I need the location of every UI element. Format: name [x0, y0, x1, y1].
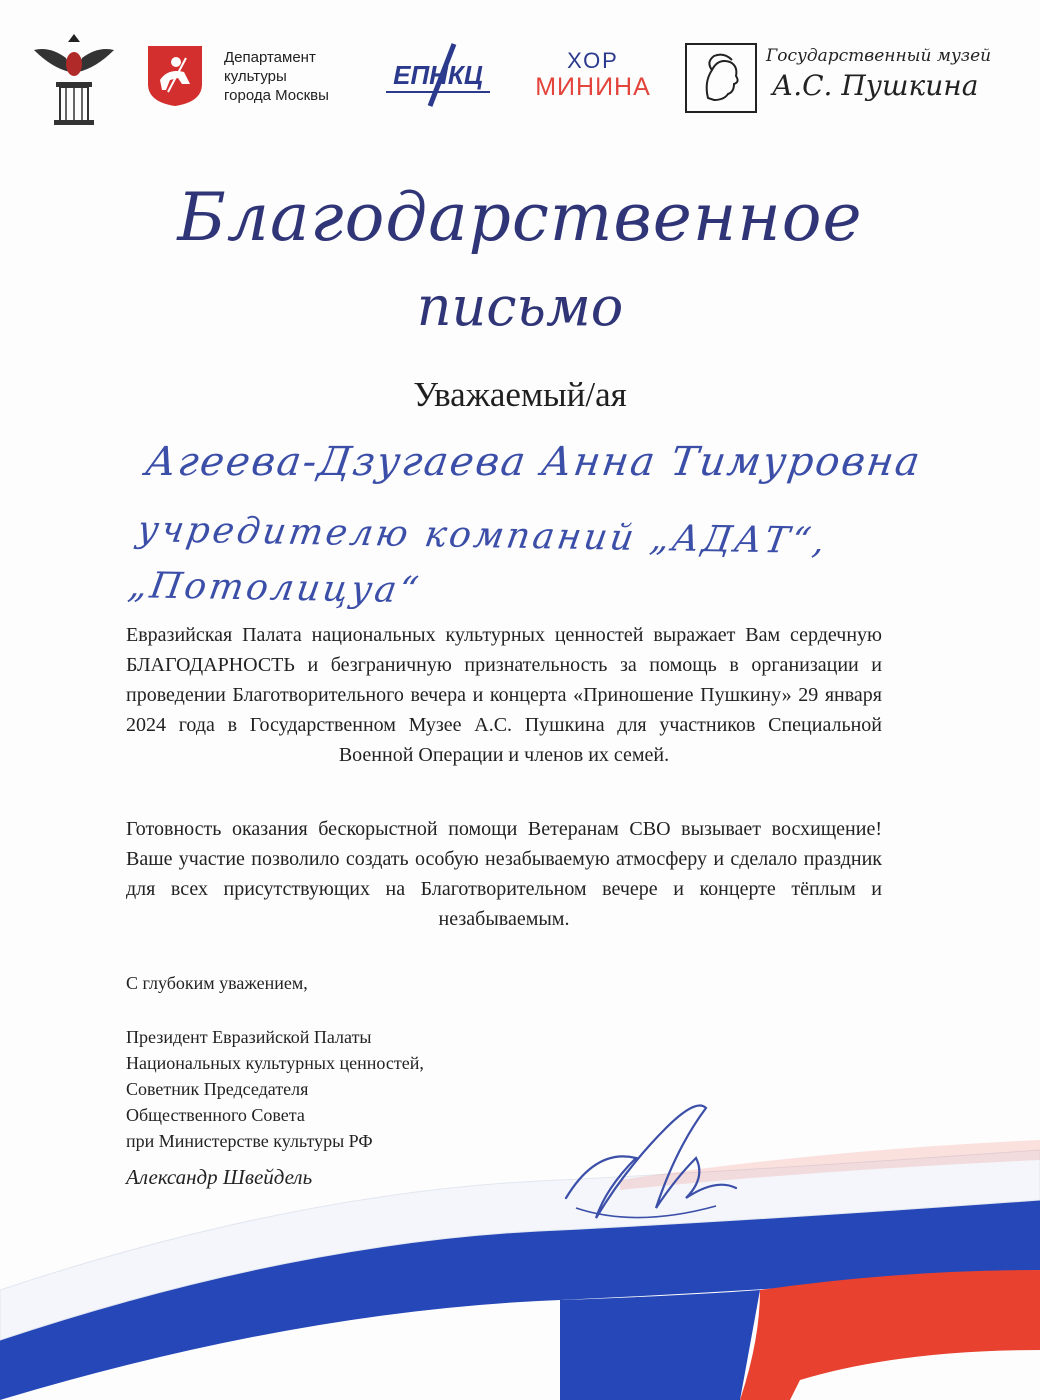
signer-title-line: Советник Председателя — [126, 1079, 309, 1099]
flag-red-stripe — [740, 1270, 1040, 1400]
signer-title-line: Президент Евразийской Палаты — [126, 1027, 372, 1047]
signer-name: Александр Швейдель — [126, 1165, 313, 1189]
pushkin-portrait-logo — [684, 42, 758, 114]
minin-choir-logo — [528, 48, 658, 100]
museum-name-line1: Государственный музей — [766, 46, 992, 66]
museum-name-line2: А.С. Пушкина — [772, 69, 979, 102]
ministry-eagle-emblem — [30, 28, 118, 126]
recipient-name-handwritten: Агеева-Дзугаева Анна Тимуровна — [142, 439, 925, 485]
recipient-position-handwritten: учредителю компаний „АДАТ“, „Потолицуа“ — [125, 509, 831, 612]
epnkc-logo — [378, 42, 498, 108]
russian-flag-ribbon — [0, 1120, 1040, 1400]
pushkin-museum-label — [766, 44, 996, 104]
choir-word-hor: ХОР — [567, 48, 619, 73]
closing-regards: С глубоким уважением, — [126, 973, 308, 993]
greeting: Уважаемый/ая — [413, 375, 627, 414]
signer-title-line: Национальных культурных ценностей, — [126, 1053, 424, 1073]
moscow-coat-of-arms — [146, 44, 204, 108]
choir-word-minina: МИНИНА — [535, 73, 651, 101]
letter-title-second-line: письмо — [416, 275, 624, 338]
handwritten-signature — [556, 1088, 746, 1238]
signer-title-line: при Министерстве культуры РФ — [126, 1131, 373, 1151]
moscow-department-label: Департамент культуры города Москвы — [224, 49, 329, 104]
body-paragraph-1: Евразийская Палата национальных культурных ценностей выражает Вам сердечную БЛАГОДАРНОСТЬ и безграничную признательность за помощь в организации и проведении Благотворительного вечера и концерта «Приношение Пушкину» 29 января 2024 года в Государственном Музее А.С. Пушкина для участников Специальной Военной Операции и членов их семей. — [126, 624, 882, 766]
letter-title: Благодарственное — [177, 179, 863, 256]
signer-title-line: Общественного Совета — [126, 1105, 305, 1125]
body-paragraph-2: Готовность оказания бескорыстной помощи Ветеранам СВО вызывает восхищение! Ваше участие позволило создать особую незабываемую атмосферу и сделало праздник для всех присутствующих на Благотворительном вечере и концерте тёплым и незабываемым. — [126, 818, 882, 930]
epnkc-logo-text: ЕПНКЦ — [393, 60, 483, 90]
